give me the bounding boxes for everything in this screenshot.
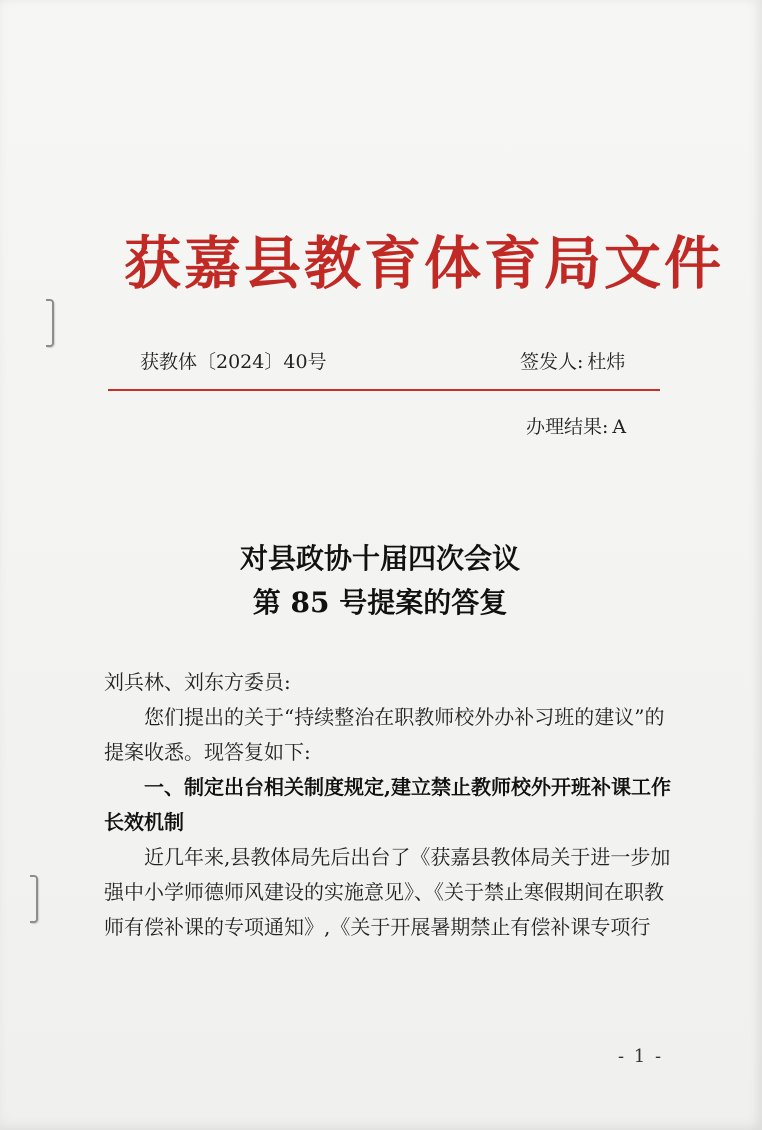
section-1-paragraph: 近几年来,县教体局先后出台了《获嘉县教体局关于进一步加强中小学师德师风建设的实施意见》、《关于禁止寒假期间在职教师有偿补课的专项通知》,《关于开展暑期禁止有偿补课专项行 — [104, 845, 671, 939]
result-value: A — [612, 416, 627, 438]
salutation: 刘兵林、刘东方委员: — [104, 670, 291, 694]
section-1-heading: 一、制定出台相关制度规定,建立禁止教师校外开班补课工作长效机制 — [104, 775, 671, 834]
signer-name: 杜炜 — [587, 351, 626, 373]
result-label: 办理结果: — [526, 416, 609, 438]
document-title-line-1: 对县政协十届四次会议 — [239, 542, 520, 575]
result-block — [526, 412, 626, 439]
page-number: - 1 - — [618, 1046, 664, 1067]
staple-bottom — [30, 875, 38, 923]
staple-top — [46, 299, 54, 347]
document-header-title: 获嘉县教育体育局文件 — [124, 230, 724, 297]
signer-label: 签发人: — [520, 351, 584, 373]
signer-block — [520, 347, 625, 374]
header-divider — [108, 389, 660, 391]
intro-paragraph: 您们提出的关于“持续整治在职教师校外办补习班的建议”的提案收悉。现答复如下: — [104, 705, 665, 764]
document-number: 获教体〔2024〕40号 — [140, 351, 327, 373]
document-title-line-2: 第 85 号提案的答复 — [252, 586, 508, 619]
document-body — [104, 665, 674, 945]
